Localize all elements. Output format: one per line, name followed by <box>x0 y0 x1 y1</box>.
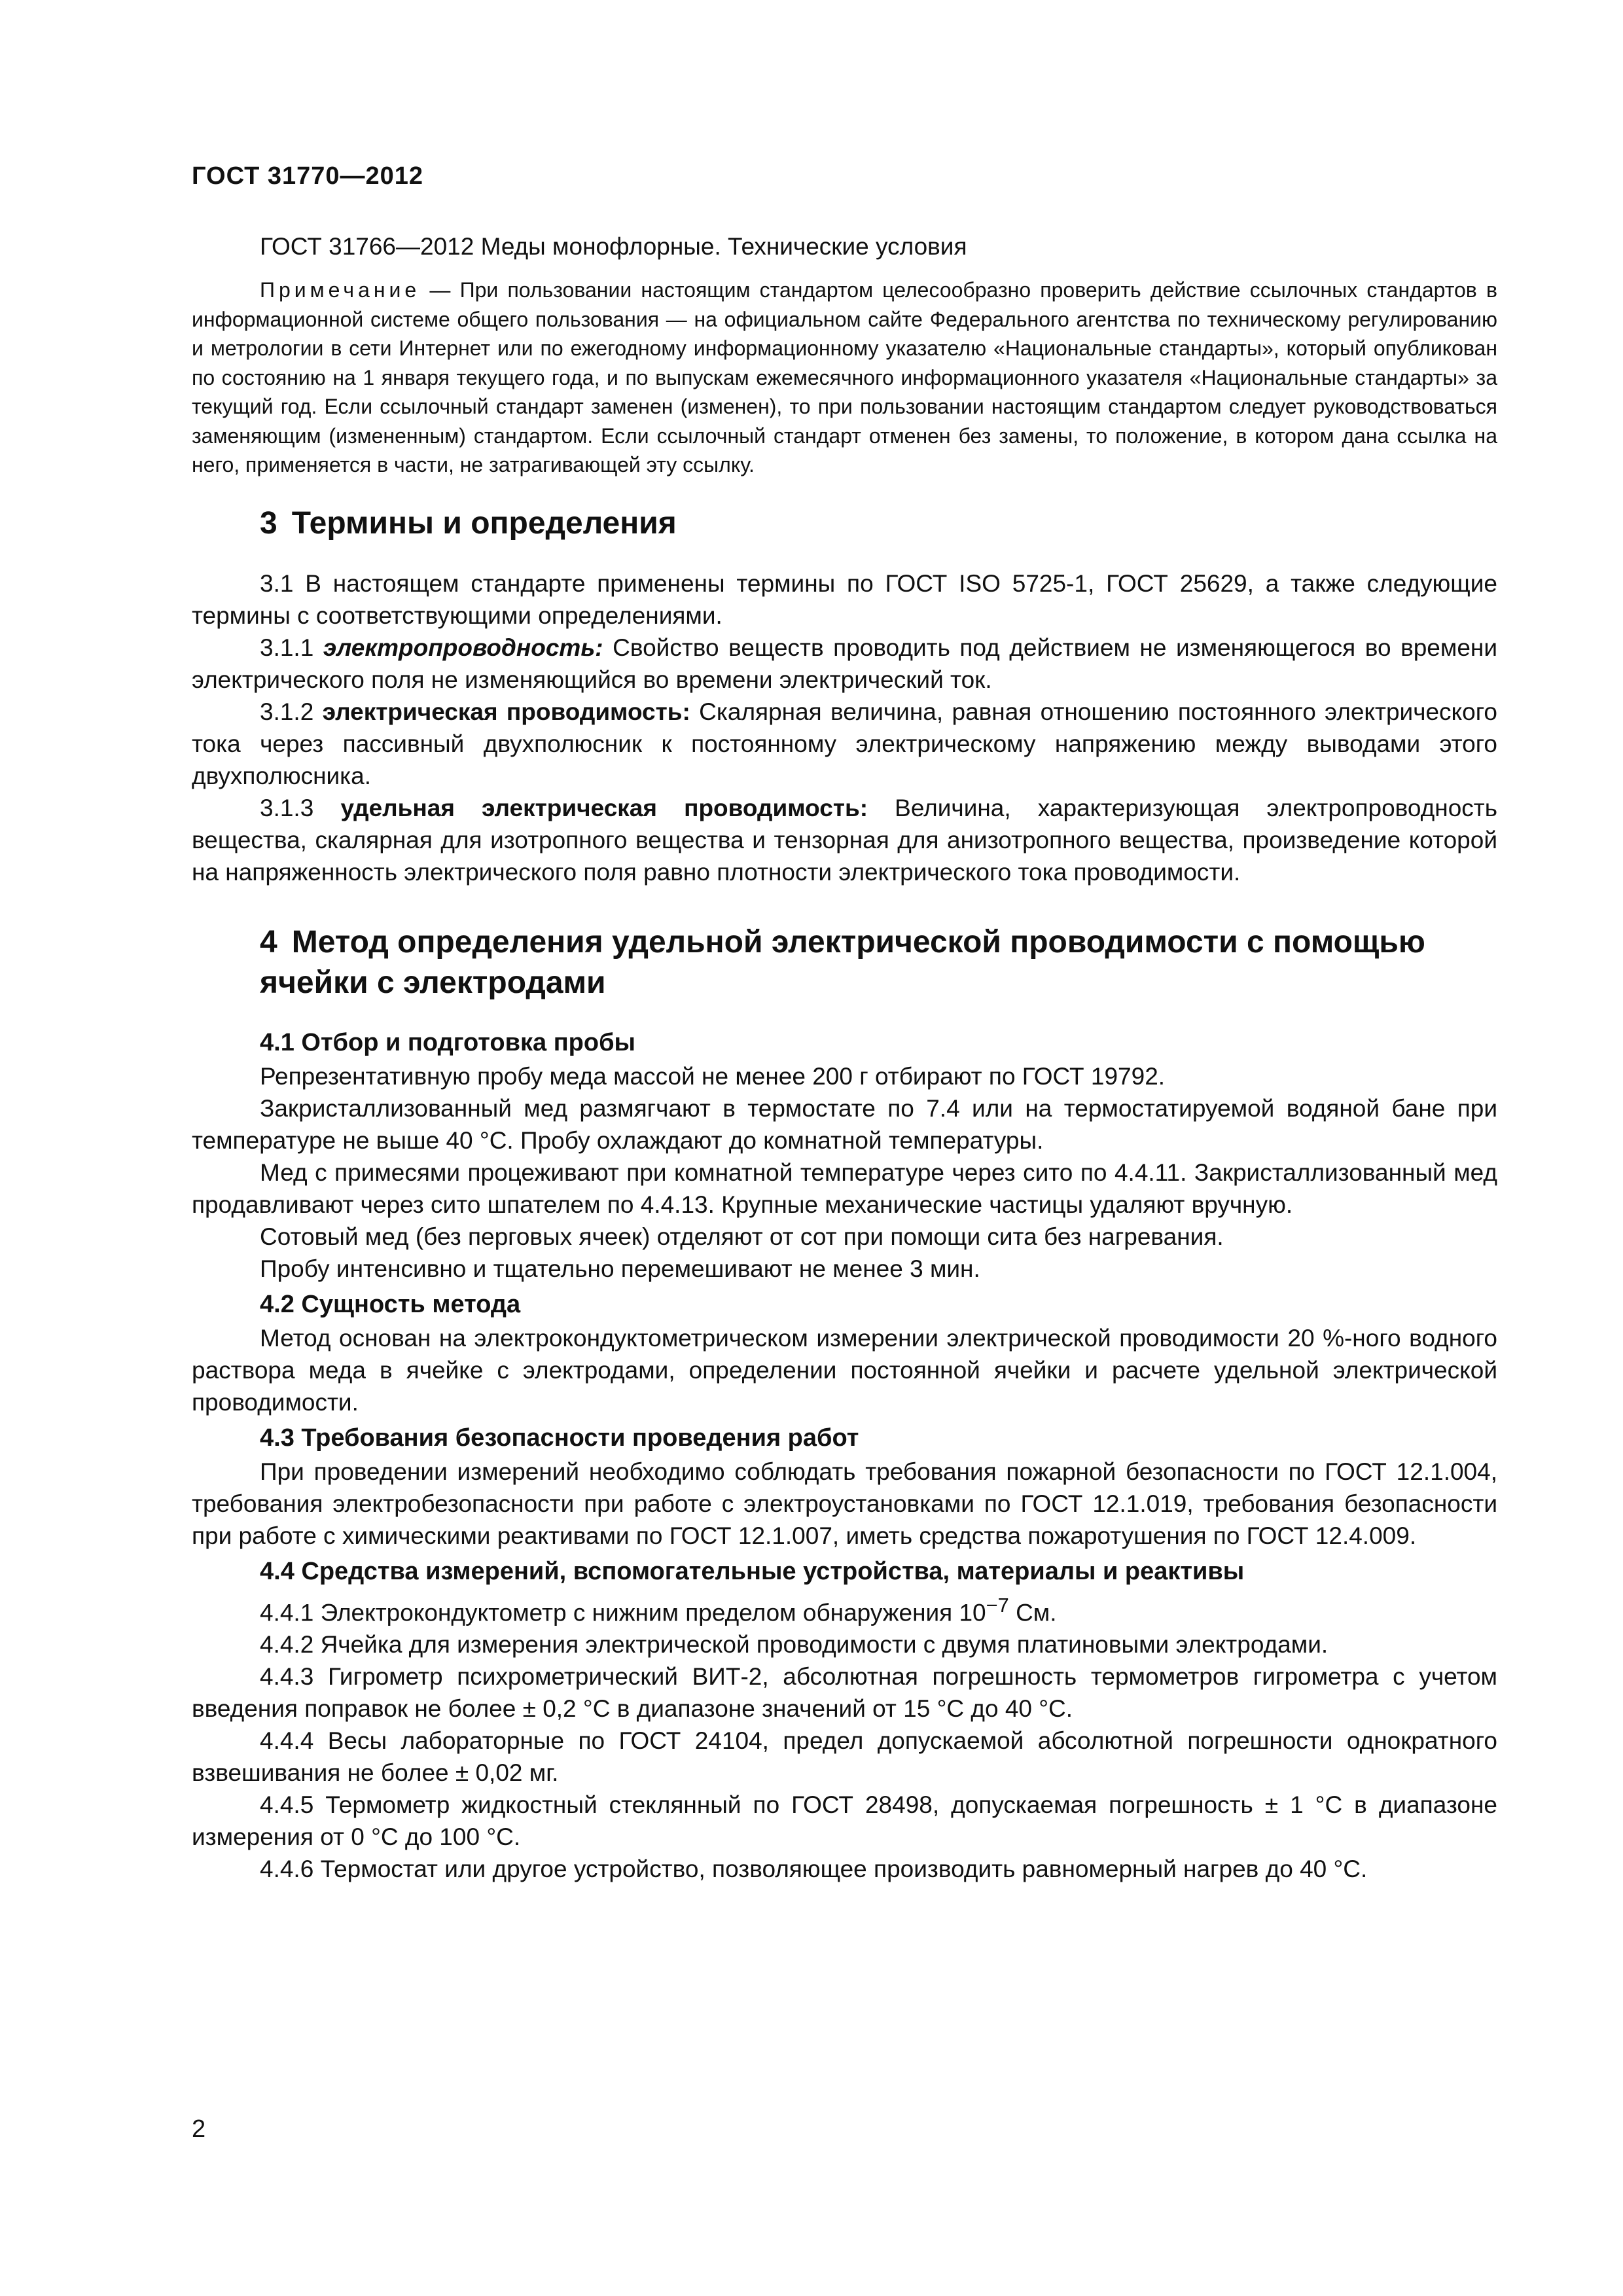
list-item: 4.4.4 Весы лабораторные по ГОСТ 24104, предел допускаемой абсолютной погрешности однократного взвешивания не более ± 0,02 мг. <box>192 1727 1497 1786</box>
list-item: 4.4.3 Гигрометр психрометрический ВИТ-2, абсолютная погрешность термометров гигрометра с учетом введения поправок не более ± 0,2 °С в диапазоне значений от 15 °С до 40 °С. <box>192 1662 1497 1722</box>
paragraph: При проведении измерений необходимо соблюдать требования пожарной безопасности по ГОСТ 12.1.004, требования электробезопасности при работе с электроустановками по ГОСТ 12.1.019, требования безопасности при работе с химическими реактивами по ГОСТ 12.1.007, иметь средства пожаротушения по ГОСТ 12.4.009. <box>192 1458 1497 1549</box>
paragraph: Сотовый мед (без перговых ячеек) отделяют от сот при помощи сита без нагревания. <box>260 1223 1224 1250</box>
term-3-1-1: 3.1.1 электропроводность: Свойство веществ проводить под действием не изменяющегося во времени электрического поля не изменяющийся во времени электрический ток. <box>192 634 1498 693</box>
subsection-4-1-heading: 4.1 Отбор и подготовка пробы <box>260 1028 635 1056</box>
list-item: 4.4.1 Электрокондуктометр с нижним пределом обнаружения $10^{-7}$ См. <box>260 1593 1057 1626</box>
subsection-4-2-heading: 4.2 Сущность метода <box>260 1290 521 1318</box>
term-name: удельная электрическая проводимость: <box>340 794 868 821</box>
list-item: 4.4.2 Ячейка для измерения электрической проводимости с двумя платиновыми электродами. <box>260 1630 1329 1658</box>
list-item: 4.4.6 Термостат или другое устройство, позволяющее производить равномерный нагрев до 40 °С. <box>260 1855 1368 1882</box>
term-3-1-2: 3.1.2 электрическая проводимость: Скалярная величина, равная отношению постоянного электрического тока через пассивный двухполюсник к постоянному электрическому напряжению между выводами этого двухполюсника. <box>192 698 1497 789</box>
section-3-heading: 3 Термины и определения <box>260 505 677 541</box>
paragraph-3-1: 3.1 В настоящем стандарте применены термины по ГОСТ ISO 5725-1, ГОСТ 25629, а также следующие термины с соответствующими определениями. <box>192 569 1497 629</box>
paragraph: Метод основан на электрокондуктометрическом измерении электрической проводимости 20 %-ного водного раствора меда в ячейке с электродами, определении постоянной ячейки и расчете удельной электрической проводимости. <box>192 1324 1497 1416</box>
paragraph: Пробу интенсивно и тщательно перемешивают не менее 3 мин. <box>260 1255 980 1282</box>
section-4-heading: 4 Метод определения удельной электрической проводимости с помощью ячейки с электродами <box>260 924 1425 1000</box>
document-header: ГОСТ 31770—2012 <box>192 162 424 190</box>
note-label: Примечание <box>260 278 421 302</box>
paragraph: Мед с примесями процеживают при комнатной температуре через сито по 4.4.11. Закристаллизованный мед продавливают через сито шпателем по 4.4.13. Крупные механические частицы удаляют вручную. <box>192 1158 1497 1218</box>
paragraph: Репрезентативную пробу меда массой не менее 200 г отбирают по ГОСТ 19792. <box>260 1062 1166 1090</box>
term-3-1-3: 3.1.3 удельная электрическая проводимость: Величина, характеризующая электропроводность вещества, скалярная для изотропного вещества и тензорная для анизотропного вещества, произведение которой на напряженность электрического поля равно плотности электрического тока проводимости. <box>192 794 1498 886</box>
page-number: 2 <box>192 2115 206 2143</box>
paragraph: Закристаллизованный мед размягчают в термостате по 7.4 или на термостатируемой водяной бане при температуре не выше 40 °С. Пробу охлаждают до комнатной температуры. <box>192 1094 1497 1154</box>
exponent: −7 <box>986 1593 1009 1617</box>
subsection-4-4-heading: 4.4 Средства измерений, вспомогательные устройства, материалы и реактивы <box>260 1557 1245 1585</box>
list-item: 4.4.5 Термометр жидкостный стеклянный по ГОСТ 28498, допускаемая погрешность ± 1 °С в диапазоне измерения от 0 °С до 100 °С. <box>192 1791 1497 1850</box>
note-text: — При пользовании настоящим стандартом целесообразно проверить действие ссылочных стандартов в информационной системе общего пользования — на официальном сайте Федерального агентства по техническому регулированию и метрологии в сети Интернет или по ежегодному информационному указателю «Национальные стандарты», который опубликован по состоянию на 1 января текущего года, и по выпускам ежемесячного информационного указателя «Национальные стандарты» за текущий год. Если ссылочный стандарт заменен (изменен), то при пользовании настоящим стандартом следует руководствоваться заменяющим (измененным) стандартом. Если ссылочный стандарт отменен без замены, то положение, в котором дана ссылка на него, применяется в части, не затрагивающей эту ссылку. <box>192 278 1497 476</box>
term-name: электропроводность: <box>323 634 603 661</box>
subsection-4-3-heading: 4.3 Требования безопасности проведения работ <box>260 1424 859 1452</box>
note-paragraph <box>192 276 1497 480</box>
document-body <box>192 230 1497 1885</box>
normative-reference: ГОСТ 31766—2012 Меды монофлорные. Технические условия <box>260 233 967 260</box>
term-name: электрическая проводимость: <box>322 698 690 725</box>
